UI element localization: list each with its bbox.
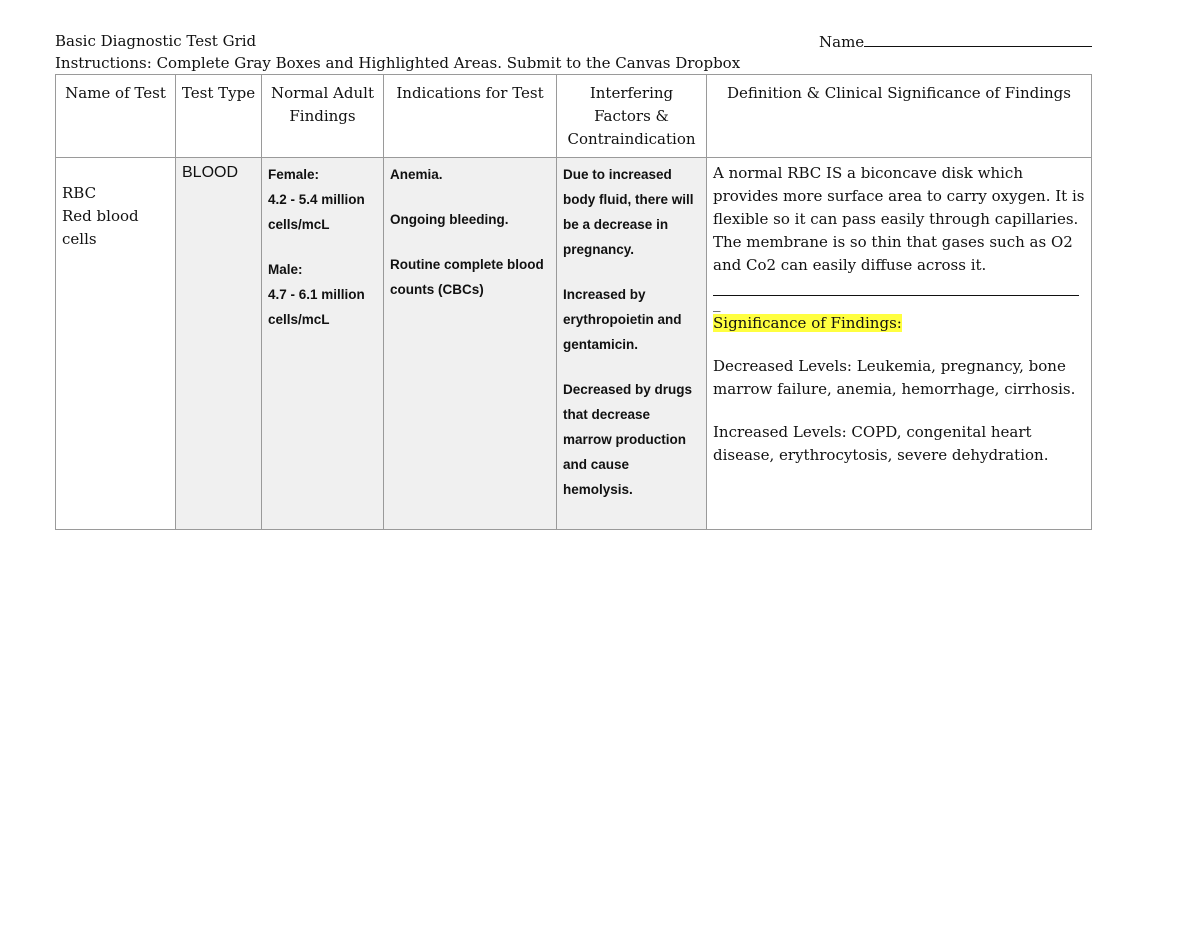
column-header-normal-findings: Normal Adult Findings [262,75,384,158]
interfering-item: Due to increased body fluid, there will be a decrease in pregnancy. [563,167,694,257]
indication-item: Anemia. [390,167,443,182]
instructions: Instructions: Complete Gray Boxes and Highlighted Areas. Submit to the Canvas Dropbox [55,54,741,72]
column-header-test-type: Test Type [176,75,262,158]
indication-item: Routine complete blood counts (CBCs) [390,257,544,297]
name-field [819,30,1092,53]
cell-test-type[interactable] [176,158,262,530]
male-value: 4.7 - 6.1 million cells/mcL [268,287,365,327]
female-value: 4.2 - 5.4 million cells/mcL [268,192,365,232]
column-header-indications: Indications for Test [384,75,557,158]
spacer [713,401,1085,421]
test-type-value: BLOOD [182,164,239,181]
table-row [56,158,1092,530]
definition-text: A normal RBC IS a biconcave disk which provides more surface area to carry oxygen. It is flexible so it can pass easily through capillaries. The membrane is so thin that gases such as O2 and Co2 can easily diffuse across it. [713,164,1085,274]
test-name-line: RBC [62,184,97,202]
spacer [390,232,550,252]
document-title: Basic Diagnostic Test Grid [55,32,257,50]
increased-levels: Increased Levels: COPD, congenital heart disease, erythrocytosis, severe dehydration. [713,423,1049,464]
female-label: Female: [268,167,320,182]
spacer [563,357,700,377]
indication-item: Ongoing bleeding. [390,212,509,227]
decreased-levels: Decreased Levels: Leukemia, pregnancy, bone marrow failure, anemia, hemorrhage, cirrhosis. [713,357,1076,398]
cell-normal-findings[interactable] [262,158,384,530]
spacer [268,237,377,257]
cell-definition[interactable] [707,158,1092,530]
spacer [390,187,550,207]
male-label: Male: [268,262,303,277]
cell-indications[interactable] [384,158,557,530]
significance-label: Significance of Findings: [713,314,902,332]
spacer [563,262,700,282]
test-name-line: cells [62,230,97,248]
separator-line [713,277,1079,296]
column-header-name-of-test: Name of Test [56,75,176,158]
name-blank[interactable] [864,30,1092,47]
table-header-row [56,75,1092,158]
cell-interfering-factors[interactable] [557,158,707,530]
column-header-definition: Definition & Clinical Significance of Findings [707,75,1092,158]
interfering-item: Increased by erythropoietin and gentamicin. [563,287,682,352]
column-header-interfering-factors: Interfering Factors & Contraindication [557,75,707,158]
name-label: Name [819,33,865,51]
interfering-item: Decreased by drugs that decrease marrow production and cause hemolysis. [563,382,693,497]
page-header [55,30,1092,74]
title-line [55,30,1092,52]
test-name-line: Red blood [62,207,139,225]
cell-test-name [56,158,176,530]
diagnostic-test-table [55,74,1092,530]
spacer [713,335,1085,355]
underscore-mark: _ [713,294,721,312]
